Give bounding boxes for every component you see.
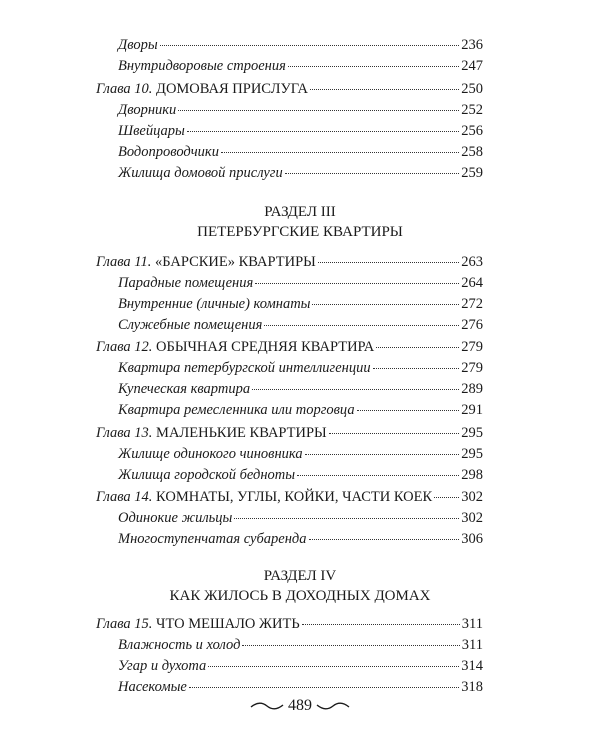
entry-page: 295: [461, 425, 483, 441]
dot-leader: [252, 389, 459, 390]
entry-page: 276: [461, 317, 483, 333]
entry-label: Многоступенчатая субаренда: [118, 531, 307, 547]
entry-page: 311: [461, 616, 483, 632]
toc-entry: [118, 466, 483, 484]
dot-leader: [309, 539, 460, 540]
section-title: КАК ЖИЛОСЬ В ДОХОДНЫХ ДОМАХ: [169, 588, 431, 604]
entry-page: 256: [461, 123, 483, 139]
dot-leader: [312, 304, 459, 305]
entry-page: 272: [461, 296, 483, 312]
swash-left-icon: [250, 701, 284, 711]
dot-leader: [187, 131, 459, 132]
entry-page: 302: [461, 510, 483, 526]
chapter-prefix: Глава 14.: [96, 489, 153, 505]
toc-entry: [118, 101, 483, 119]
chapter-prefix: Глава 15.: [96, 616, 153, 632]
page-number-footer: [0, 697, 600, 715]
dot-leader: [221, 152, 459, 153]
chapter-prefix: Глава 13.: [96, 425, 153, 441]
dot-leader: [242, 645, 459, 646]
entry-label: Жилища домовой прислуги: [118, 165, 283, 181]
toc-entry: [118, 401, 483, 419]
dot-leader: [264, 325, 459, 326]
dot-leader: [255, 283, 459, 284]
entry-page: 247: [461, 58, 483, 74]
entry-label: Жилище одинокого чиновника: [118, 446, 303, 462]
entry-page: 291: [461, 402, 483, 418]
entry-page: 264: [461, 275, 483, 291]
entry-label: Квартира ремесленника или торговца: [118, 402, 355, 418]
dot-leader: [357, 410, 460, 411]
entry-page: 298: [461, 467, 483, 483]
toc-entry: [118, 530, 483, 548]
entry-page: 252: [461, 102, 483, 118]
chapter-12-entry: [96, 338, 483, 356]
toc-entry: [118, 445, 483, 463]
entry-page: 279: [461, 339, 483, 355]
entry-page: 318: [461, 679, 483, 695]
dot-leader: [208, 666, 459, 667]
chapter-prefix: Глава 11.: [96, 254, 152, 270]
entry-label: Парадные помещения: [118, 275, 254, 291]
entry-label: Внутридворовые строения: [118, 58, 286, 74]
chapter-10-entry: [96, 80, 483, 98]
entry-label: Дворы: [118, 37, 158, 53]
page-number: 489: [288, 697, 312, 714]
chapter-14-entry: [96, 488, 483, 506]
entry-page: 258: [461, 144, 483, 160]
entry-label: Насекомые: [118, 679, 187, 695]
dot-leader: [285, 173, 460, 174]
dot-leader: [310, 89, 459, 90]
chapter-15-entry: [96, 615, 483, 633]
chapter-title: МАЛЕНЬКИЕ КВАРТИРЫ: [156, 425, 327, 441]
toc-entry: [118, 36, 483, 54]
toc-entry: [118, 122, 483, 140]
chapter-prefix: Глава 10.: [96, 81, 153, 97]
entry-page: 279: [461, 360, 483, 376]
dot-leader: [160, 45, 460, 46]
dot-leader: [288, 66, 459, 67]
entry-page: 306: [461, 531, 483, 547]
entry-page: 263: [461, 254, 483, 270]
chapter-11-entry: [96, 253, 483, 271]
dot-leader: [297, 475, 459, 476]
entry-label: Квартира петербургской интеллигенции: [118, 360, 371, 376]
entry-label: Влажность и холод: [118, 637, 241, 653]
dot-leader: [318, 262, 459, 263]
entry-page: 289: [461, 381, 483, 397]
section-title: ПЕТЕРБУРГСКИЕ КВАРТИРЫ: [197, 224, 403, 240]
chapter-title: ЧТО МЕШАЛО ЖИТЬ: [156, 616, 300, 632]
toc-entry: [118, 657, 483, 675]
entry-page: 314: [461, 658, 483, 674]
entry-page: 236: [461, 37, 483, 53]
toc-entry: [118, 380, 483, 398]
chapter-title: ДОМОВАЯ ПРИСЛУГА: [156, 81, 308, 97]
entry-label: Угар и духота: [118, 658, 207, 674]
entry-label: Одинокие жильцы: [118, 510, 233, 526]
entry-label: Водопроводчики: [118, 144, 219, 160]
toc-entry: [118, 274, 483, 292]
entry-label: Швейцары: [118, 123, 185, 139]
toc-entry: [118, 164, 483, 182]
toc-entry: [118, 636, 483, 654]
dot-leader: [376, 347, 459, 348]
toc-entry: [118, 143, 483, 161]
dot-leader: [305, 454, 460, 455]
toc-entry: [118, 316, 483, 334]
entry-label: Служебные помещения: [118, 317, 263, 333]
section-heading: РАЗДЕЛ IV: [263, 568, 337, 584]
entry-page: 311: [461, 637, 483, 653]
toc-entry: [118, 57, 483, 75]
chapter-title: ОБЫЧНАЯ СРЕДНЯЯ КВАРТИРА: [156, 339, 375, 355]
chapter-title: «БАРСКИЕ» КВАРТИРЫ: [154, 254, 316, 270]
dot-leader: [189, 687, 459, 688]
dot-leader: [434, 497, 459, 498]
toc-entry: [118, 295, 483, 313]
dot-leader: [373, 368, 460, 369]
chapter-13-entry: [96, 424, 483, 442]
chapter-title: КОМНАТЫ, УГЛЫ, КОЙКИ, ЧАСТИ КОЕК: [156, 489, 433, 505]
entry-label: Внутренние (личные) комнаты: [118, 296, 311, 312]
toc-entry: [118, 678, 483, 696]
entry-label: Дворники: [118, 102, 177, 118]
dot-leader: [178, 110, 459, 111]
entry-label: Жилища городской бедноты: [118, 467, 296, 483]
entry-page: 295: [461, 446, 483, 462]
entry-page: 250: [461, 81, 483, 97]
dot-leader: [329, 433, 460, 434]
section-heading: РАЗДЕЛ III: [264, 204, 336, 220]
chapter-prefix: Глава 12.: [96, 339, 153, 355]
entry-label: Купеческая квартира: [118, 381, 251, 397]
entry-page: 302: [461, 489, 483, 505]
dot-leader: [234, 518, 459, 519]
toc-entry: [118, 509, 483, 527]
swash-right-icon: [316, 701, 350, 711]
dot-leader: [302, 624, 460, 625]
entry-page: 259: [461, 165, 483, 181]
toc-entry: [118, 359, 483, 377]
